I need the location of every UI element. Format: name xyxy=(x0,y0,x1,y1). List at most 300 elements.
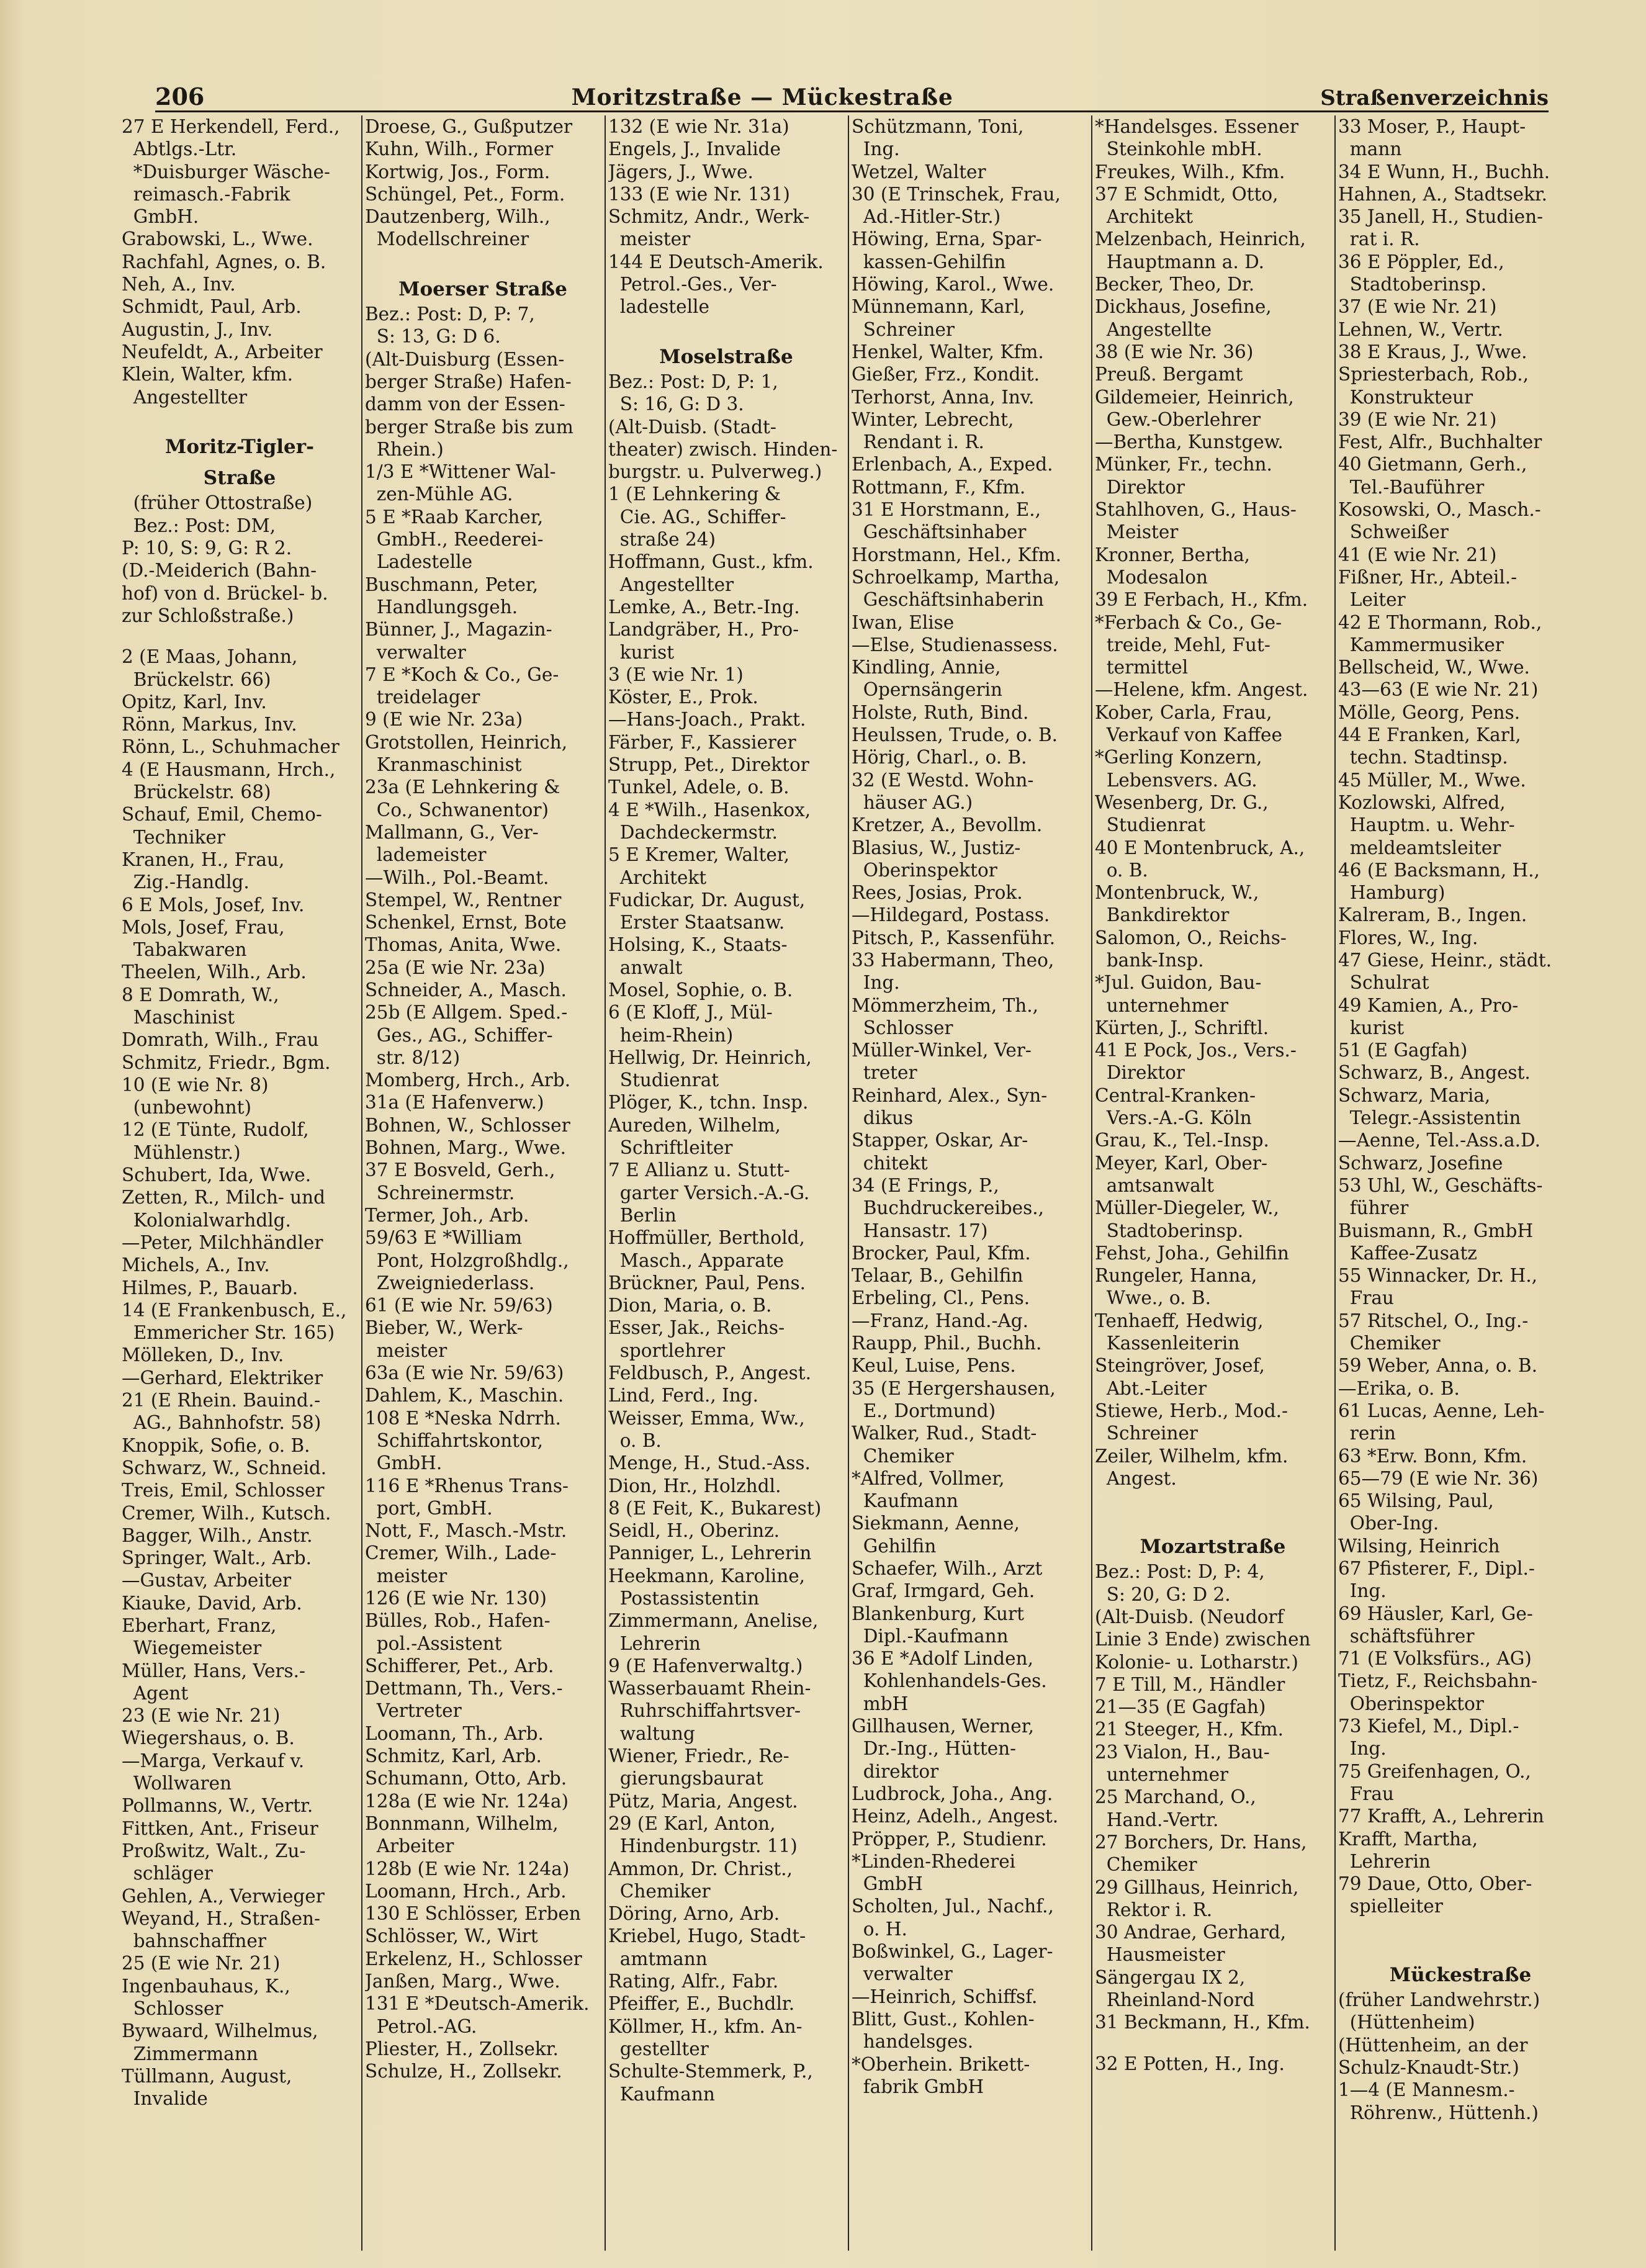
directory-entry: 27 Borchers, Dr. Hans, xyxy=(1095,1831,1307,1853)
directory-entry: Rheinland-Nord xyxy=(1095,1989,1255,2011)
directory-entry: Erbeling, Cl., Pens. xyxy=(852,1287,1030,1309)
directory-entry: Pliester, H., Zollsekr. xyxy=(365,2038,559,2059)
directory-entry: Konstrukteur xyxy=(1338,386,1473,408)
directory-entry: Schwarz, W., Schneid. xyxy=(122,1457,327,1478)
directory-entry: Abt.-Leiter xyxy=(1095,1377,1207,1399)
directory-entry: 71 (E Volksfürs., AG) xyxy=(1338,1648,1532,1670)
directory-entry: Siekmann, Aenne, xyxy=(852,1513,1020,1534)
directory-entry: Ing. xyxy=(1338,1580,1387,1602)
directory-entry: fabrik GmbH xyxy=(852,2076,984,2097)
directory-entry: Kranmaschinist xyxy=(365,754,522,776)
directory-entry: Handlungsgeh. xyxy=(365,596,518,618)
directory-entry: Stempel, W., Rentner xyxy=(365,889,562,911)
spacer xyxy=(1095,1490,1331,1508)
directory-entry: unternehmer xyxy=(1095,994,1229,1016)
directory-entry: Hoffmüller, Berthold, xyxy=(608,1227,805,1249)
directory-entry: 30 (E Trinschek, Frau, xyxy=(852,183,1061,205)
directory-entry: —Heinrich, Schiffsf. xyxy=(852,1986,1038,2007)
directory-entry: Schwarz, Josefine xyxy=(1338,1152,1503,1174)
directory-entry: Preuß. Bergamt xyxy=(1095,364,1243,385)
directory-entry: Verkauf von Kaffee xyxy=(1095,724,1282,746)
directory-entry: Tel.-Bauführer xyxy=(1338,476,1485,498)
directory-entry: Schmitz, Karl, Arb. xyxy=(365,1745,542,1767)
directory-entry: Bieber, W., Werk- xyxy=(365,1317,523,1339)
directory-entry: Ober-Ing. xyxy=(1338,1513,1439,1534)
directory-entry: Zeiler, Wilhelm, kfm. xyxy=(1095,1445,1288,1467)
directory-entry: 10 (E wie Nr. 8) xyxy=(122,1074,269,1096)
directory-entry: Dipl.-Kaufmann xyxy=(852,1625,1009,1647)
directory-entry: Kuhn, Wilh., Former xyxy=(365,138,554,160)
directory-entry: Raupp, Phil., Buchh. xyxy=(852,1333,1042,1354)
directory-entry: verwalter xyxy=(852,1963,953,1985)
directory-entry: Schroelkamp, Martha, xyxy=(852,566,1060,588)
directory-entry: 38 (E wie Nr. 36) xyxy=(1095,341,1254,362)
directory-entry: 7 E Till, M., Händler xyxy=(1095,1673,1285,1695)
directory-entry: 57 Ritschel, O., Ing.- xyxy=(1338,1310,1529,1331)
directory-entry: (Hüttenheim) xyxy=(1338,2012,1475,2033)
directory-entry: Pitsch, P., Kassenführ. xyxy=(852,927,1056,948)
directory-entry: Montenbruck, W., xyxy=(1095,882,1259,904)
directory-entry: Schiffahrtskontor, xyxy=(365,1429,544,1451)
directory-entry: Bonnmann, Wilhelm, xyxy=(365,1812,559,1834)
directory-entry: Melzenbach, Heinrich, xyxy=(1095,228,1306,250)
directory-entry: —Peter, Milchhändler xyxy=(122,1231,323,1253)
directory-entry: str. 8/12) xyxy=(365,1046,461,1068)
directory-entry: Kohlenhandels-Ges. xyxy=(852,1670,1047,1692)
directory-entry: Bez.: Post: DM, xyxy=(122,515,276,536)
directory-entry: Kriebel, Hugo, Stadt- xyxy=(608,1925,806,1947)
directory-entry: Ludbrock, Joha., Ang. xyxy=(852,1783,1053,1804)
directory-entry: —Erika, o. B. xyxy=(1338,1377,1460,1399)
directory-entry: Rektor i. R. xyxy=(1095,1899,1213,1920)
directory-entry: Petrol.-Ges., Ver- xyxy=(608,274,777,295)
directory-entry: Janßen, Marg., Wwe. xyxy=(365,1971,560,1992)
directory-entry: Modellschreiner xyxy=(365,228,529,250)
directory-entry: kassen-Gehilfin xyxy=(852,251,1006,272)
directory-entry: Fittken, Ant., Friseur xyxy=(122,1817,318,1839)
directory-entry: Pröpper, P., Studienr. xyxy=(852,1828,1047,1850)
directory-entry: 29 Gillhaus, Heinrich, xyxy=(1095,1876,1299,1898)
directory-entry: 1/3 E *Wittener Wal- xyxy=(365,461,556,483)
directory-entry: Höwing, Erna, Spar- xyxy=(852,228,1042,250)
directory-entry: 37 E Schmidt, Otto, xyxy=(1095,183,1279,205)
directory-entry: Gillhausen, Werner, xyxy=(852,1716,1034,1737)
column-1 xyxy=(122,115,362,2251)
directory-entry: *Jul. Guidon, Bau- xyxy=(1095,972,1262,994)
directory-entry: reimasch.-Fabrik xyxy=(122,183,290,205)
directory-entry: Köster, E., Prok. xyxy=(608,686,758,708)
directory-entry: Angestellter xyxy=(608,574,734,595)
directory-entry: Ingenbauhaus, K., xyxy=(122,1975,290,1997)
directory-entry: *Duisburger Wäsche- xyxy=(122,161,330,182)
directory-entry: Röhrenw., Hüttenh.) xyxy=(1338,2102,1539,2123)
directory-entry: Sängergau IX 2, xyxy=(1095,1966,1246,1988)
directory-entry: Schreiner xyxy=(852,318,955,340)
column-3 xyxy=(608,115,849,2251)
directory-entry: 27 E Herkendell, Ferd., xyxy=(122,116,340,137)
directory-entry: 49 Kamien, A., Pro- xyxy=(1338,994,1519,1016)
directory-entry: Angest. xyxy=(1095,1467,1177,1489)
directory-entry: Linie 3 Ende) zwischen xyxy=(1095,1629,1311,1650)
directory-entry: Zig.-Handlg. xyxy=(122,871,250,893)
directory-entry: Zetten, R., Milch- und xyxy=(122,1187,326,1208)
directory-entry: Hörig, Charl., o. B. xyxy=(852,747,1027,768)
directory-entry: Seidl, H., Oberinz. xyxy=(608,1520,780,1542)
directory-entry: damm von der Essen- xyxy=(365,394,565,415)
directory-entry: Chemiker xyxy=(852,1445,954,1467)
directory-entry: Droese, G., Gußputzer xyxy=(365,116,573,137)
directory-entry: Erlenbach, A., Exped. xyxy=(852,454,1053,475)
directory-entry: 1—4 (E Mannesm.- xyxy=(1338,2079,1515,2101)
directory-entry: Schweißer xyxy=(1338,521,1449,543)
street-heading: Mückestraße xyxy=(1389,1963,1532,1986)
directory-entry: Kretzer, A., Bevollm. xyxy=(852,814,1043,836)
directory-entry: Co., Schwanentor) xyxy=(365,799,549,821)
directory-entry: spielleiter xyxy=(1338,1896,1443,1917)
directory-entry: 133 (E wie Nr. 131) xyxy=(608,183,790,205)
directory-entry: 4 E *Wilh., Hasenkox, xyxy=(608,799,811,821)
directory-entry: Horstmann, Hel., Kfm. xyxy=(852,544,1061,565)
directory-entry: heim-Rhein) xyxy=(608,1024,734,1046)
spacer xyxy=(1338,1937,1583,1955)
directory-entry: Invalide xyxy=(122,2088,208,2110)
directory-entry: 73 Kiefel, M., Dipl.- xyxy=(1338,1716,1519,1737)
directory-entry: Menge, H., Stud.-Ass. xyxy=(608,1452,811,1474)
directory-entry: schäftsführer xyxy=(1338,1625,1475,1647)
directory-entry: Domrath, Wilh., Frau xyxy=(122,1029,319,1051)
directory-entry: 132 (E wie Nr. 31a) xyxy=(608,116,789,137)
directory-entry: 23 (E wie Nr. 21) xyxy=(122,1705,281,1727)
directory-entry: führer xyxy=(1338,1197,1409,1219)
directory-entry: mbH xyxy=(852,1693,909,1714)
directory-entry: unternehmer xyxy=(1095,1764,1229,1786)
directory-entry: Chemiker xyxy=(1338,1333,1441,1354)
directory-entry: Agent xyxy=(122,1682,189,1704)
directory-entry: Ad.-Hitler-Str.) xyxy=(852,206,1001,228)
directory-entry: Pfeiffer, E., Buchdlr. xyxy=(608,1993,795,2015)
directory-entry: Höwing, Karol., Wwe. xyxy=(852,274,1055,295)
directory-entry: Müller-Diegeler, W., xyxy=(1095,1197,1279,1219)
directory-entry: —Helene, kfm. Angest. xyxy=(1095,679,1308,701)
directory-entry: Hausmeister xyxy=(1095,1944,1225,1966)
directory-entry: garter Versich.-A.-G. xyxy=(608,1182,810,1204)
directory-entry: Schreinermstr. xyxy=(365,1182,515,1204)
directory-entry: Rungeler, Hanna, xyxy=(1095,1265,1257,1287)
directory-entry: Tüllmann, August, xyxy=(122,2065,292,2087)
directory-entry: Panniger, L., Lehrerin xyxy=(608,1542,812,1564)
directory-entry: treter xyxy=(852,1062,917,1084)
directory-entry: Färber, F., Kassierer xyxy=(608,731,796,753)
directory-entry: —Gerhard, Elektriker xyxy=(122,1367,323,1388)
directory-entry: Cie. AG., Schiffer- xyxy=(608,506,786,528)
directory-entry: 4 (E Hausmann, Hrch., xyxy=(122,758,336,780)
directory-entry: Schulz-Knaudt-Str.) xyxy=(1338,2056,1519,2078)
directory-entry: Momberg, Hrch., Arb. xyxy=(365,1069,571,1091)
directory-entry: Maschinist xyxy=(122,1006,235,1028)
directory-entry: 36 E Pöppler, Ed., xyxy=(1338,251,1504,272)
directory-entry: Landgräber, H., Pro- xyxy=(608,619,799,641)
directory-entry: 38 E Kraus, J., Wwe. xyxy=(1338,341,1527,362)
directory-entry: Stadtoberinsp. xyxy=(1338,274,1487,295)
directory-entry: schläger xyxy=(122,1863,213,1884)
directory-entry: Neufeldt, A., Arbeiter xyxy=(122,341,323,362)
directory-entry: Kolonie- u. Lotharstr.) xyxy=(1095,1651,1298,1673)
directory-entry: Architekt xyxy=(1095,206,1194,228)
directory-entry: meister xyxy=(608,228,691,250)
directory-entry: 5 E *Raab Karcher, xyxy=(365,506,544,528)
directory-entry: Mölle, Georg, Pens. xyxy=(1338,701,1521,723)
directory-entry: 35 (E Hergershausen, xyxy=(852,1377,1056,1399)
directory-entry: Hellwig, Dr. Heinrich, xyxy=(608,1046,812,1068)
directory-entry: 130 E Schlösser, Erben xyxy=(365,1903,581,1925)
directory-entry: 2 (E Maas, Johann, xyxy=(122,646,298,668)
directory-entry: Rottmann, F., Kfm. xyxy=(852,476,1026,498)
directory-entry: Ruhrschiffahrtsver- xyxy=(608,1700,801,1722)
directory-entry: Wiener, Friedr., Re- xyxy=(608,1745,789,1767)
directory-entry: Tenhaeff, Hedwig, xyxy=(1095,1310,1264,1331)
directory-entry: direktor xyxy=(852,1760,939,1782)
directory-entry: Grabowski, L., Wwe. xyxy=(122,228,313,250)
directory-entry: 53 Uhl, W., Geschäfts- xyxy=(1338,1174,1543,1196)
directory-entry: Aureden, Wilhelm, xyxy=(608,1114,781,1136)
directory-entry: 14 (E Frankenbusch, E., xyxy=(122,1299,347,1321)
directory-entry: Wiegershaus, o. B. xyxy=(122,1727,295,1749)
directory-entry: P: 10, S: 9, G: R 2. xyxy=(122,538,292,559)
directory-entry: 7 E *Koch & Co., Ge- xyxy=(365,664,559,685)
directory-entry: —Bertha, Kunstgew. xyxy=(1095,431,1284,453)
directory-entry: 37 E Bosveld, Gerh., xyxy=(365,1159,555,1181)
directory-entry: burgstr. u. Pulverweg.) xyxy=(608,461,822,483)
directory-entry: Becker, Theo, Dr. xyxy=(1095,274,1255,295)
directory-entry: 31a (E Hafenverw.) xyxy=(365,1092,544,1114)
directory-entry: verwalter xyxy=(365,641,466,663)
directory-entry: Geschäftsinhaber xyxy=(852,521,1027,543)
directory-entry: Opitz, Karl, Inv. xyxy=(122,691,267,713)
directory-entry: meister xyxy=(365,1565,447,1586)
directory-entry: Cremer, Wilh., Kutsch. xyxy=(122,1502,331,1524)
directory-entry: Bywaard, Wilhelmus, xyxy=(122,2020,318,2042)
directory-entry: Schlosser xyxy=(852,1017,953,1038)
directory-entry: Bohnen, W., Schlosser xyxy=(365,1114,570,1136)
directory-entry: Bez.: Post: D, P: 4, xyxy=(1095,1561,1265,1583)
street-heading: Moritz-Tigler- xyxy=(165,435,314,458)
directory-entry: Gießer, Frz., Kondit. xyxy=(852,364,1040,385)
directory-entry: Winter, Lebrecht, xyxy=(852,408,1014,430)
directory-entry: S: 20, G: D 2. xyxy=(1095,1583,1231,1605)
directory-entry: Plöger, K., tchn. Insp. xyxy=(608,1092,809,1114)
directory-entry: Reinhard, Alex., Syn- xyxy=(852,1084,1048,1106)
directory-entry: lademeister xyxy=(365,844,487,866)
directory-entry: Dion, Maria, o. B. xyxy=(608,1295,772,1316)
directory-entry: —Aenne, Tel.-Ass.a.D. xyxy=(1338,1130,1540,1151)
directory-entry: 45 Müller, M., Wwe. xyxy=(1338,769,1526,791)
directory-entry: Hauptmann a. D. xyxy=(1095,251,1265,272)
directory-entry: Rachfahl, Agnes, o. B. xyxy=(122,251,326,272)
directory-entry: Telegr.-Assistentin xyxy=(1338,1107,1521,1129)
directory-entry: Hand.-Vertr. xyxy=(1095,1809,1219,1830)
directory-entry: Rhein.) xyxy=(365,438,444,460)
directory-entry: Zimmermann xyxy=(122,2043,258,2064)
directory-entry: Mölleken, D., Inv. xyxy=(122,1344,284,1366)
directory-entry: Telaar, B., Gehilfin xyxy=(852,1265,1023,1287)
directory-entry: 36 E *Adolf Linden, xyxy=(852,1648,1033,1670)
directory-entry: AG., Bahnhofstr. 58) xyxy=(122,1412,322,1434)
directory-entry: Brocker, Paul, Kfm. xyxy=(852,1242,1031,1264)
directory-entry: Mömmerzheim, Th., xyxy=(852,994,1039,1016)
directory-entry: berger Straße) Hafen- xyxy=(365,371,572,392)
directory-entry: Walker, Rud., Stadt- xyxy=(852,1423,1037,1444)
directory-entry: Rendant i. R. xyxy=(852,431,984,453)
directory-entry: 34 E Wunn, H., Buchh. xyxy=(1338,161,1550,182)
directory-entry: Wilsing, Heinrich xyxy=(1338,1535,1500,1557)
directory-entry: Tunkel, Adele, o. B. xyxy=(608,776,789,798)
directory-entry: Spriesterbach, Rob., xyxy=(1338,364,1529,385)
directory-entry: Theelen, Wilh., Arb. xyxy=(122,961,307,983)
directory-entry: Hamburg) xyxy=(1338,882,1446,904)
column-2 xyxy=(365,115,606,2251)
directory-entry: Chemiker xyxy=(608,1880,711,1902)
directory-entry: Meister xyxy=(1095,521,1179,543)
directory-entry: S: 13, G: D 6. xyxy=(365,326,501,348)
directory-entry: theater) zwisch. Hinden- xyxy=(608,438,838,460)
directory-entry: treidelager xyxy=(365,686,480,708)
directory-entry: Vers.-A.-G. Köln xyxy=(1095,1107,1252,1129)
directory-entry: o. B. xyxy=(1095,859,1148,881)
directory-entry: Ing. xyxy=(1338,1738,1387,1760)
directory-entry: 79 Daue, Otto, Ober- xyxy=(1338,1873,1532,1895)
directory-entry: Buchdruckereibes., xyxy=(852,1197,1045,1219)
directory-entry: Lemke, A., Betr.-Ing. xyxy=(608,596,800,618)
directory-entry: Mosel, Sophie, o. B. xyxy=(608,979,793,1001)
directory-entry: *Gerling Konzern, xyxy=(1095,747,1262,768)
directory-entry: Gehlen, A., Verwieger xyxy=(122,1885,325,1907)
directory-entry: Brückner, Paul, Pens. xyxy=(608,1272,806,1294)
directory-entry: Kammermusiker xyxy=(1338,634,1504,655)
directory-entry: Feldbusch, P., Angest. xyxy=(608,1362,811,1384)
directory-entry: —Hildegard, Postass. xyxy=(852,904,1050,926)
directory-entry: 37 (E wie Nr. 21) xyxy=(1338,296,1497,318)
directory-entry: Buschmann, Peter, xyxy=(365,574,539,595)
directory-entry: Gildemeier, Heinrich, xyxy=(1095,386,1294,408)
directory-entry: Heekmann, Karoline, xyxy=(608,1565,806,1586)
directory-entry: Loomann, Th., Arb. xyxy=(365,1722,544,1744)
directory-entry: rat i. R. xyxy=(1338,228,1420,250)
directory-entry: 5 E Kremer, Walter, xyxy=(608,844,790,866)
directory-entry: Geschäftsinhaberin xyxy=(852,589,1044,611)
directory-entry: Vertreter xyxy=(365,1700,462,1722)
directory-entry: Pollmanns, W., Vertr. xyxy=(122,1795,313,1817)
directory-entry: Frau xyxy=(1338,1783,1394,1804)
directory-entry: Kalreram, B., Ingen. xyxy=(1338,904,1527,926)
spacer xyxy=(608,318,844,337)
directory-entry: 7 E Allianz u. Stutt- xyxy=(608,1159,790,1181)
directory-entry: Müller, Hans, Vers.- xyxy=(122,1660,305,1681)
directory-entry: straße 24) xyxy=(608,529,716,551)
directory-entry: Stiewe, Herb., Mod.- xyxy=(1095,1400,1288,1421)
directory-entry: Ges., AG., Schiffer- xyxy=(365,1024,553,1046)
directory-entry: Buismann, R., GmbH xyxy=(1338,1220,1534,1241)
directory-entry: Loomann, Hrch., Arb. xyxy=(365,1880,567,1902)
directory-entry: Petrol.-AG. xyxy=(365,2015,477,2037)
directory-entry: 40 E Montenbruck, A., xyxy=(1095,837,1305,858)
directory-entry: Wetzel, Walter xyxy=(852,161,986,182)
directory-entry: Mühlenstr.) xyxy=(122,1141,241,1163)
directory-entry: Kindling, Annie, xyxy=(852,657,1001,678)
directory-entry: Iwan, Elise xyxy=(852,611,955,633)
directory-entry: GmbH xyxy=(852,1873,923,1895)
directory-entry: *Alfred, Vollmer, xyxy=(852,1467,1005,1489)
directory-entry: Ing. xyxy=(852,972,900,994)
directory-entry: port, GmbH. xyxy=(365,1497,493,1519)
directory-entry: 67 Pfisterer, F., Dipl.- xyxy=(1338,1558,1535,1579)
directory-entry: Lehnen, W., Vertr. xyxy=(1338,318,1503,340)
directory-entry: Schenkel, Ernst, Bote xyxy=(365,912,567,934)
directory-entry: GmbH. xyxy=(365,1452,443,1474)
directory-entry: 65—79 (E wie Nr. 36) xyxy=(1338,1467,1539,1489)
directory-entry: 3 (E wie Nr. 1) xyxy=(608,664,744,685)
directory-entry: Schlosser xyxy=(122,1998,223,2020)
page-number: 206 xyxy=(155,83,205,110)
directory-entry: 32 E Potten, H., Ing. xyxy=(1095,2053,1285,2074)
directory-entry: (früher Landwehrstr.) xyxy=(1338,1989,1540,2011)
directory-entry: Stapper, Oskar, Ar- xyxy=(852,1130,1028,1151)
directory-entry: Kiauke, David, Arb. xyxy=(122,1592,302,1614)
directory-entry: waltung xyxy=(608,1722,695,1744)
directory-entry: 32 (E Westd. Wohn- xyxy=(852,769,1034,791)
directory-entry: (Alt-Duisb. (Neudorf xyxy=(1095,1606,1284,1627)
directory-entry: Wwe., o. B. xyxy=(1095,1287,1211,1309)
directory-entry: Treis, Emil, Schlosser xyxy=(122,1480,325,1501)
directory-entry: bank-Insp. xyxy=(1095,949,1204,971)
spacer xyxy=(122,408,358,427)
directory-entry: meister xyxy=(365,1339,447,1361)
directory-entry: Gew.-Oberlehrer xyxy=(1095,408,1261,430)
directory-entry: Kürten, J., Schriftl. xyxy=(1095,1017,1269,1038)
directory-entry: 42 E Thormann, Rob., xyxy=(1338,611,1542,633)
directory-entry: Berlin xyxy=(608,1204,677,1226)
directory-entry: Henkel, Walter, Kfm. xyxy=(852,341,1044,362)
directory-entry: 65 Wilsing, Paul, xyxy=(1338,1490,1494,1512)
directory-entry: 21 Steeger, H., Kfm. xyxy=(1095,1719,1284,1740)
directory-entry: Gehilfin xyxy=(852,1535,937,1557)
page-header xyxy=(155,74,1549,112)
directory-entry: Köllmer, H., kfm. An- xyxy=(608,2015,803,2037)
directory-entry: 30 Andrae, Gerhard, xyxy=(1095,1922,1287,1943)
directory-entry: pol.-Assistent xyxy=(365,1632,502,1654)
directory-entry: Masch., Apparate xyxy=(608,1249,785,1271)
directory-entry: —Wilh., Pol.-Beamt. xyxy=(365,866,549,888)
directory-entry: Schriftleiter xyxy=(608,1137,733,1159)
directory-entry: Holsing, K., Staats- xyxy=(608,934,788,956)
directory-entry: 116 E *Rhenus Trans- xyxy=(365,1475,569,1496)
directory-entry: 131 E *Deutsch-Amerik. xyxy=(365,1993,590,2015)
directory-entry: handelsges. xyxy=(852,2031,974,2053)
directory-entry: Direktor xyxy=(1095,1062,1185,1084)
directory-entry: Springer, Walt., Arb. xyxy=(122,1547,312,1569)
directory-entry: Techniker xyxy=(122,826,225,848)
directory-entry: Angestellter xyxy=(122,386,248,408)
directory-entry: Schreiner xyxy=(1095,1423,1199,1444)
directory-entry: Kaufmann xyxy=(852,1490,958,1512)
directory-entry: dikus xyxy=(852,1107,914,1129)
directory-entry: gestellter xyxy=(608,2038,709,2059)
directory-entry: Abtlgs.-Ltr. xyxy=(122,138,237,160)
directory-entry: Schneider, A., Masch. xyxy=(365,979,567,1001)
directory-entry: Schulrat xyxy=(1338,972,1429,994)
directory-entry: 61 (E wie Nr. 59/63) xyxy=(365,1295,553,1316)
directory-entry: Cremer, Wilh., Lade- xyxy=(365,1542,557,1564)
directory-entry: ladestelle xyxy=(608,296,709,318)
